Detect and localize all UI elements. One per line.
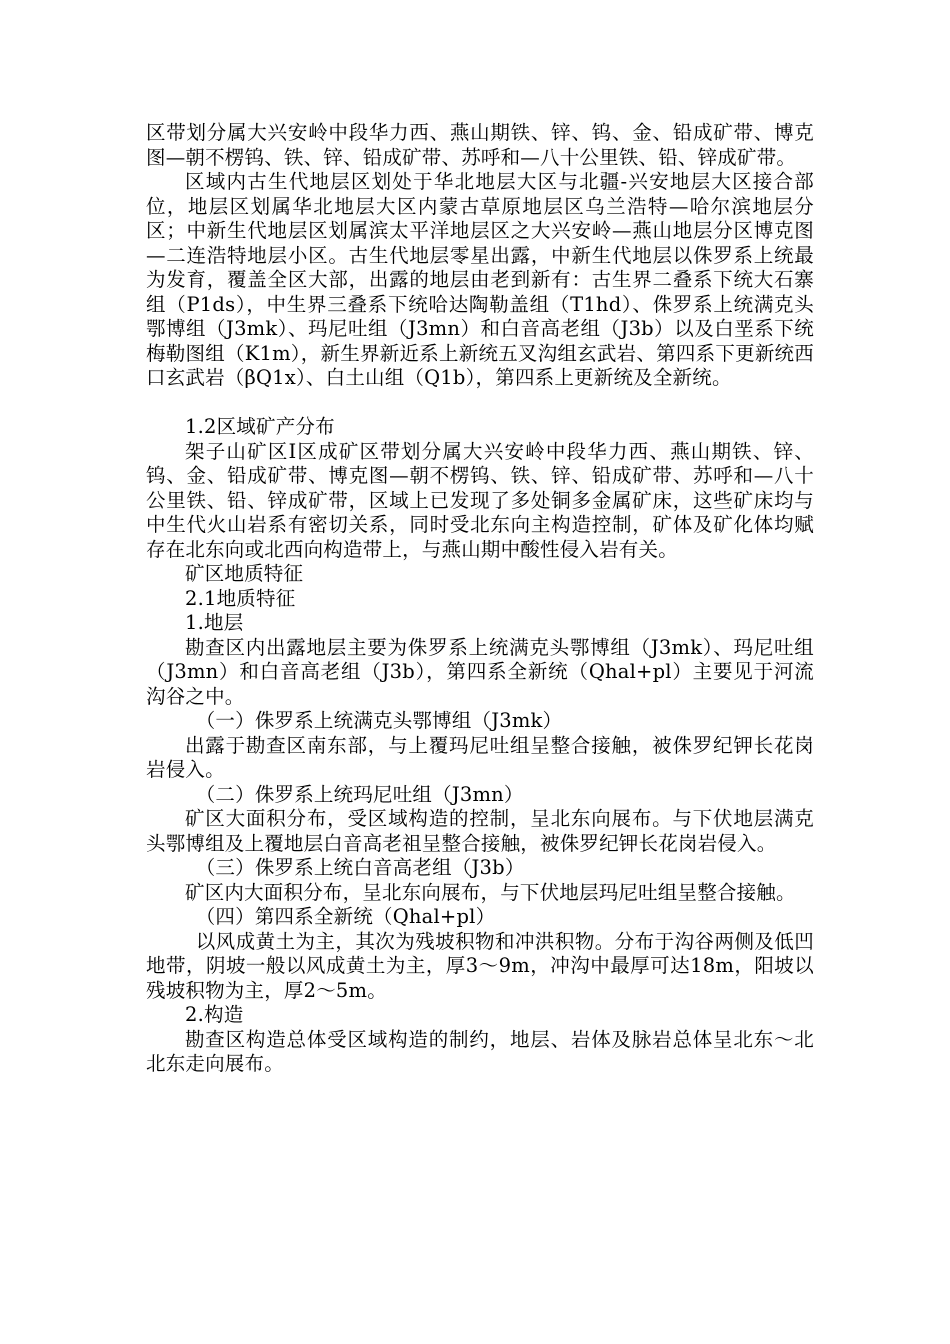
paragraph-j3mk: 出露于勘查区南东部，与上覆玛尼吐组呈整合接触，被侏罗纪钾长花岗岩侵入。: [146, 733, 814, 781]
paragraph-regional-stratigraphy: 区域内古生代地层区划处于华北地层大区与北疆-兴安地层大区接合部位，地层区划属华北地层大区内蒙古草原地层区乌兰浩特—哈尔滨地层分区；中新生代地层区划属滨太平洋地层区之大兴安岭—燕山地层分区博克图—二连浩特地层小区。古生代地层零星出露，中新生代地层以侏罗系上统最为发育，覆盖全区大部，出露的地层由老到新有：古生界二叠系下统大石寨组（P1ds），中生界三叠系下统哈达陶勒盖组（T1hd）、侏罗系上统满克头鄂博组（J3mk）、玛尼吐组（J3mn）和白音高老组（J3b）以及白垩系下统梅勒图组（K1m），新生界新近系上新统五叉沟组玄武岩、第四系下更新统西口玄武岩（βQ1x）、白土山组（Q1b），第四系上更新统及全新统。: [146, 170, 814, 389]
subheading-j3mk: （一）侏罗系上统满克头鄂博组（J3mk）: [195, 709, 563, 732]
section-heading-structure: 2.构造: [185, 1003, 244, 1026]
section-heading-regional-minerals: 1.2区域矿产分布: [185, 415, 335, 438]
paragraph-spacer: [146, 391, 814, 416]
section-heading-strata: 1.地层: [185, 611, 244, 634]
paragraph-regional-minerals: 架子山矿区Ⅰ区成矿区带划分属大兴安岭中段华力西、燕山期铁、锌、钨、金、铅成矿带、博克图—朝不楞钨、铁、锌、铅成矿带、苏呼和—八十公里铁、铅、锌成矿带，区域上已发现了多处铜多金属矿床，这些矿床均与中生代火山岩系有密切关系，同时受北东向主构造控制，矿体及矿化体均赋存在北东向或北西向构造带上，与燕山期中酸性侵入岩有关。: [146, 439, 814, 561]
paragraph-structure: 勘查区构造总体受区域构造的制约，地层、岩体及脉岩总体呈北东～北北东走向展布。: [146, 1027, 814, 1075]
subheading-j3mn: （二）侏罗系上统玛尼吐组（J3mn）: [195, 782, 524, 806]
section-heading-geology-features: 2.1地质特征: [185, 586, 296, 610]
paragraph-ore-belt-intro: 区带划分属大兴安岭中段华力西、燕山期铁、锌、钨、金、铅成矿带、博克图—朝不楞钨、铁、锌、铅成矿带、苏呼和—八十公里铁、铅、锌成矿带。: [146, 121, 814, 169]
paragraph-j3b: 矿区内大面积分布，呈北东向展布，与下伏地层玛尼吐组呈整合接触。: [185, 880, 796, 904]
section-heading-mine-geology: 矿区地质特征: [185, 562, 304, 585]
subheading-quaternary: （四）第四系全新统（Qhal+pl）: [195, 905, 496, 928]
subheading-j3b: （三）侏罗系上统白音高老组（J3b）: [195, 856, 525, 879]
paragraph-strata-overview: 勘查区内出露地层主要为侏罗系上统满克头鄂博组（J3mk）、玛尼吐组（J3mn）和白音高老组（J3b），第四系全新统（Qhal+pl）主要见于河流沟谷之中。: [146, 635, 814, 708]
paragraph-quaternary: 以风成黄土为主，其次为残坡积物和冲洪积物。分布于沟谷两侧及低凹地带，阴坡一般以风成黄土为主，厚3～9m，冲沟中最厚可达18m，阳坡以残坡积物为主，厚2～5m。: [146, 929, 814, 1002]
paragraph-j3mn: 矿区大面积分布，受区域构造的控制，呈北东向展布。与下伏地层满克头鄂博组及上覆地层白音高老祖呈整合接触，被侏罗纪钾长花岗岩侵入。: [146, 807, 814, 855]
document-body: [146, 121, 814, 1077]
